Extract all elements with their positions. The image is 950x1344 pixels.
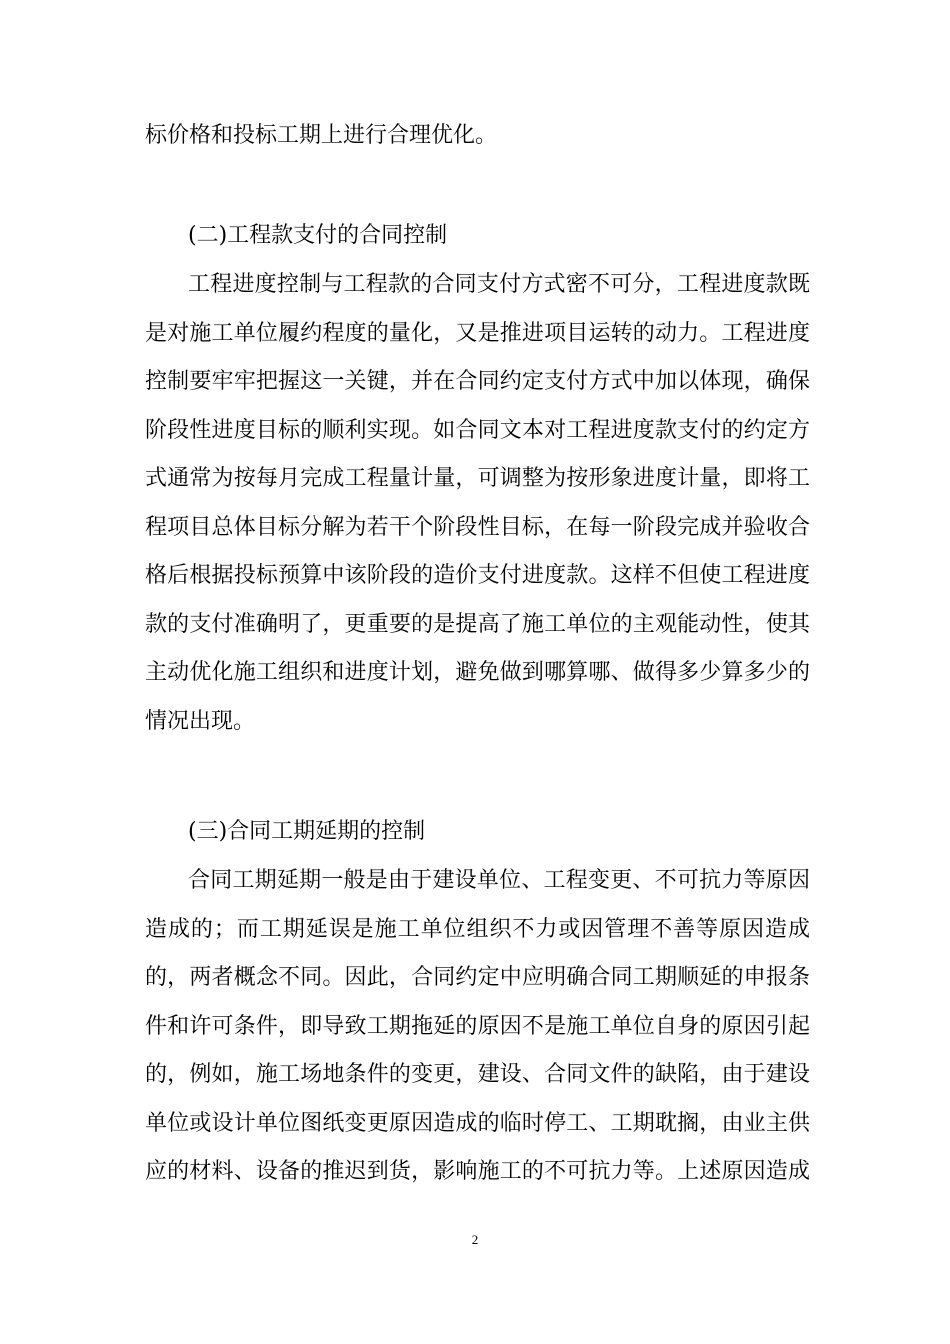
paragraph-line: 控制要牢牢把握这一关键，并在合同约定支付方式中加以体现，确保 (145, 369, 810, 394)
paragraph-line: 单位或设计单位图纸变更原因造成的临时停工、工期耽搁，由业主供 (145, 1110, 810, 1136)
paragraph-line: 是对施工单位履约程度的量化，又是推进项目运转的动力。工程进度 (145, 320, 810, 346)
section-heading-2: (二)工程款支付的合同控制 (188, 223, 448, 248)
paragraph-line: 工程进度控制与工程款的合同支付方式密不可分，工程进度款既 (188, 272, 810, 297)
page-number: 2 (471, 1232, 479, 1247)
section-2-paragraph (145, 261, 810, 746)
paragraph-line: 式通常为按每月完成工程量计量，可调整为按形象进度计量，即将工 (145, 466, 810, 491)
paragraph-line: 主动优化施工组织和进度计划，避免做到哪算哪、做得多少算多少的 (145, 660, 810, 685)
paragraph-line: 的，两者概念不同。因此，合同约定中应明确合同工期顺延的申报条 (145, 965, 810, 990)
paragraph-line: 格后根据投标预算中该阶段的造价支付进度款。这样不但使工程进度 (145, 563, 810, 588)
paragraph-line: 情况出现。 (145, 708, 256, 734)
paragraph-line: 款的支付准确明了，更重要的是提高了施工单位的主观能动性，使其 (145, 611, 810, 637)
paragraph-line: 标价格和投标工期上进行合理优化。 (145, 123, 498, 148)
paragraph-line: 造成的；而工期延误是施工单位组织不力或因管理不善等原因造成 (145, 916, 810, 942)
section-3-paragraph (145, 857, 810, 1197)
paragraph-line: 的，例如，施工场地条件的变更，建设、合同文件的缺陷，由于建设 (145, 1062, 810, 1087)
paragraph-line: 阶段性进度目标的顺利实现。如合同文本对工程进度款支付的约定方 (145, 417, 810, 443)
paragraph-line: 应的材料、设备的推迟到货，影响施工的不可抗力等。上述原因造成 (145, 1159, 810, 1184)
paragraph-line: 件和许可条件，即导致工期拖延的原因不是施工单位自身的原因引起 (145, 1013, 810, 1039)
paragraph-line: 程项目总体目标分解为若干个阶段性目标，在每一阶段完成并验收合 (145, 514, 810, 540)
section-heading-3: (三)合同工期延期的控制 (188, 819, 426, 844)
paragraph-line: 合同工期延期一般是由于建设单位、工程变更、不可抗力等原因 (188, 868, 810, 893)
intro-paragraph (145, 112, 810, 161)
